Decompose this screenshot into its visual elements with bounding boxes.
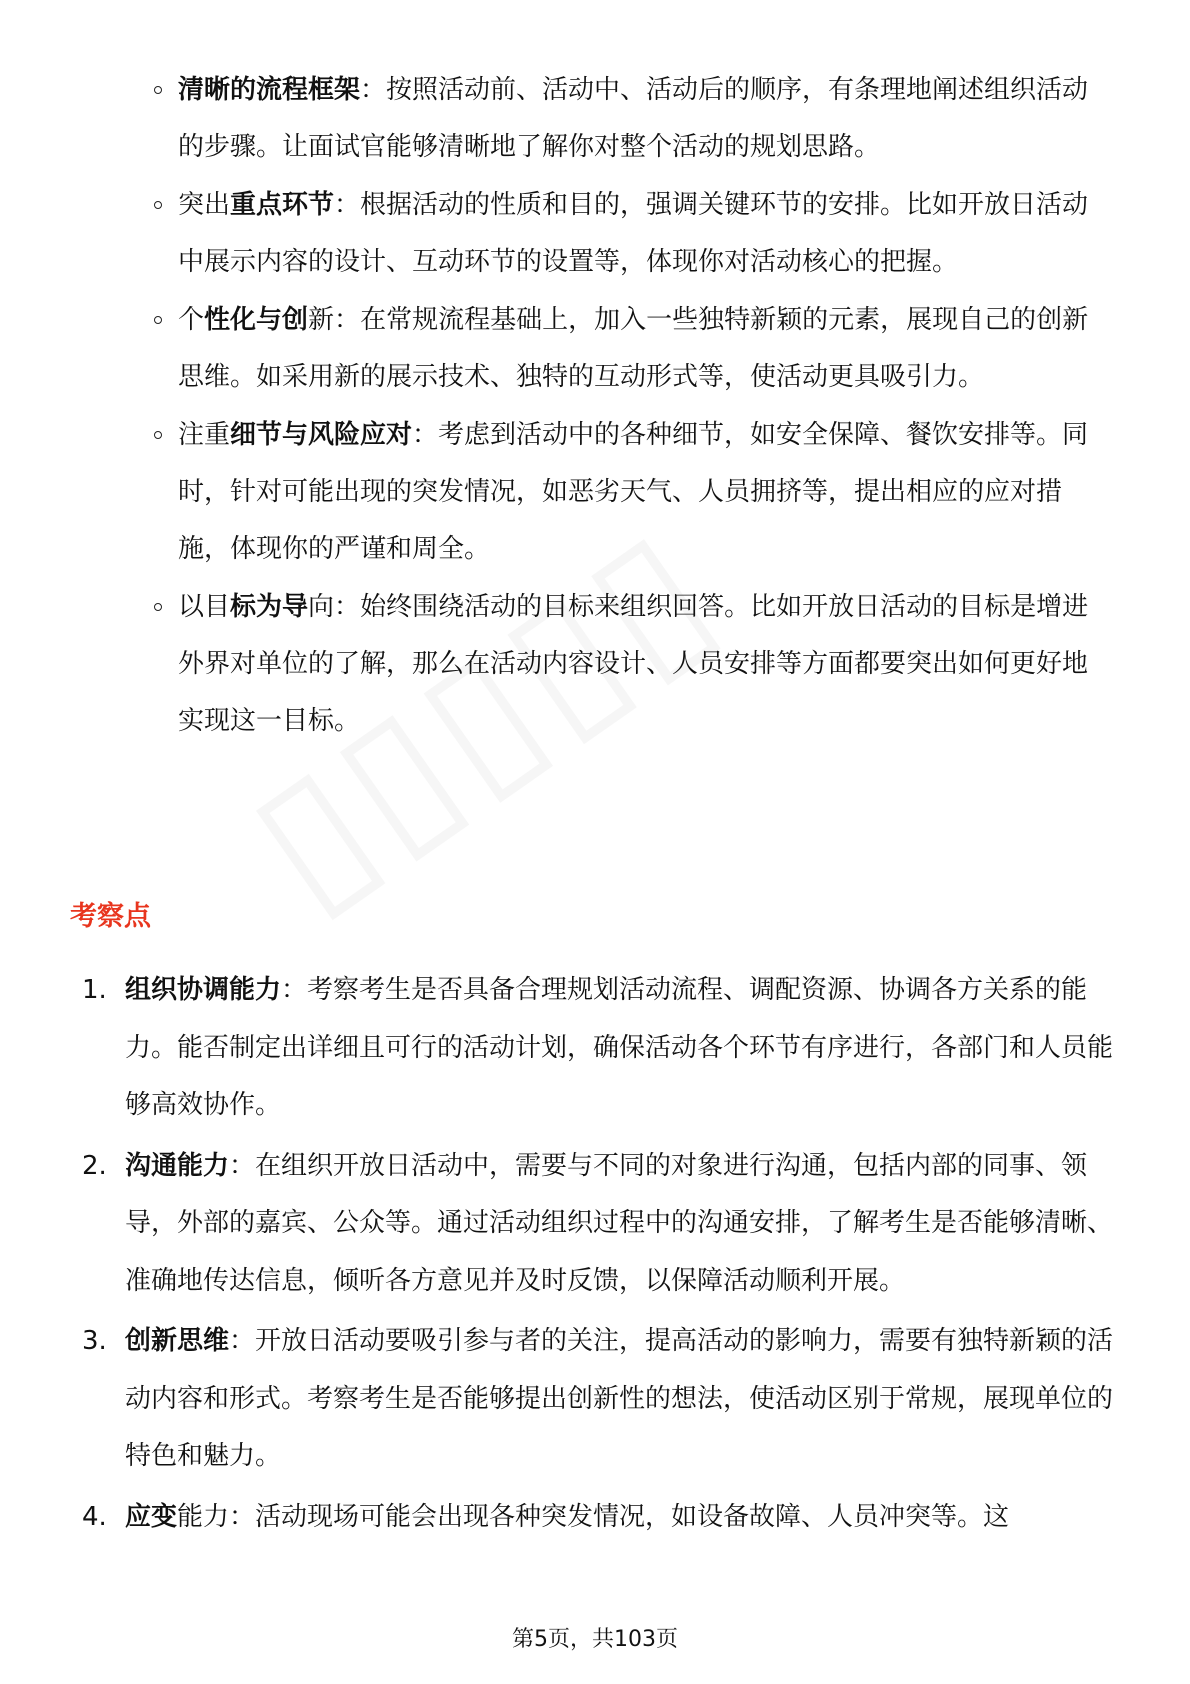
strategy-bullet-list: [150, 62, 1112, 751]
list-item: [150, 292, 1112, 406]
list-item: [150, 177, 1112, 291]
hollow-circle-bullet-icon: [154, 316, 162, 324]
item-colon: ：: [334, 305, 361, 335]
item-number: 4.: [82, 1501, 107, 1532]
assessment-numbered-list: [82, 962, 1114, 1549]
item-heading: 重点环节: [230, 190, 335, 220]
item-heading: 创新思维: [125, 1326, 230, 1356]
item-colon: ：: [334, 592, 361, 622]
item-colon: ：: [229, 1501, 256, 1532]
item-heading: 清晰的流程框架: [178, 75, 361, 105]
item-heading-tail: 向: [308, 592, 335, 622]
list-item: [150, 407, 1112, 578]
hollow-circle-bullet-icon: [154, 431, 162, 439]
item-text: 在组织开放日活动中，需要与不同的对象进行沟通，包括内部的同事、领导，外部的嘉宾、公众等。通过活动组织过程中的沟通安排，了解考生是否能够清晰、准确地传达信息，倾听各方意见并及时反馈，以保障活动顺利开展。: [125, 1150, 1114, 1296]
hollow-circle-bullet-icon: [154, 201, 162, 209]
list-item: [82, 1313, 1114, 1486]
item-text: 考虑到活动中的各种细节，如安全保障、餐饮安排等。同时，针对可能出现的突发情况，如恶劣天气、人员拥挤等，提出相应的应对措施，体现你的严谨和周全。: [178, 420, 1089, 564]
item-heading: 组织协调能力: [125, 975, 282, 1005]
item-heading: 细节与风险应对: [230, 420, 413, 450]
item-number: 2.: [82, 1150, 107, 1181]
item-text: 按照活动前、活动中、活动后的顺序，有条理地阐述组织活动的步骤。让面试官能够清晰地了解你对整个活动的规划思路。: [178, 75, 1089, 162]
item-text: 在常规流程基础上，加入一些独特新颖的元素，展现自己的创新思维。如采用新的展示技术、独特的互动形式等，使活动更具吸引力。: [178, 305, 1089, 392]
item-heading: 标为导: [230, 592, 309, 622]
item-heading-lead: 个: [178, 305, 205, 335]
item-number: 1.: [82, 975, 107, 1005]
item-heading-lead: 以目: [178, 592, 231, 622]
item-heading-tail: 能力: [177, 1501, 230, 1532]
item-colon: ：: [281, 975, 308, 1005]
item-heading-lead: 突出: [178, 190, 231, 220]
item-colon: ：: [334, 190, 361, 220]
hollow-circle-bullet-icon: [154, 86, 162, 94]
item-heading-lead: 注重: [178, 420, 231, 450]
item-number: 3.: [82, 1326, 107, 1356]
item-colon: ：: [229, 1150, 256, 1181]
item-heading: 性化与创: [204, 305, 309, 335]
item-heading-tail: 新: [308, 305, 335, 335]
section-title: 考察点: [70, 901, 151, 932]
page-footer: 第5页，共103页: [512, 1627, 678, 1652]
item-text: 始终围绕活动的目标来组织回答。比如开放日活动的目标是增进外界对单位的了解，那么在活动内容设计、人员安排等方面都要突出如何更好地实现这一目标。: [178, 592, 1089, 736]
item-heading: 应变: [125, 1501, 178, 1532]
list-item: [82, 962, 1114, 1135]
list-item: [150, 62, 1112, 176]
item-colon: ：: [412, 420, 439, 450]
list-item: [82, 1489, 1114, 1547]
item-colon: ：: [229, 1326, 256, 1356]
item-text: 根据活动的性质和目的，强调关键环节的安排。比如开放日活动中展示内容的设计、互动环节的设置等，体现你对活动核心的把握。: [178, 190, 1089, 277]
item-heading: 沟通能力: [125, 1150, 230, 1181]
list-item: [82, 1138, 1114, 1311]
hollow-circle-bullet-icon: [154, 603, 162, 611]
item-text: 活动现场可能会出现各种突发情况，如设备故障、人员冲突等。这: [255, 1501, 1010, 1532]
item-text: 考察考生是否具备合理规划活动流程、调配资源、协调各方关系的能力。能否制定出详细且可行的活动计划，确保活动各个环节有序进行，各部门和人员能够高效协作。: [125, 975, 1114, 1120]
item-colon: ：: [360, 75, 387, 105]
list-item: [150, 579, 1112, 750]
item-text: 开放日活动要吸引参与者的关注，提高活动的影响力，需要有独特新颖的活动内容和形式。考察考生是否能够提出创新性的想法，使活动区别于常规，展现单位的特色和魅力。: [125, 1326, 1114, 1471]
